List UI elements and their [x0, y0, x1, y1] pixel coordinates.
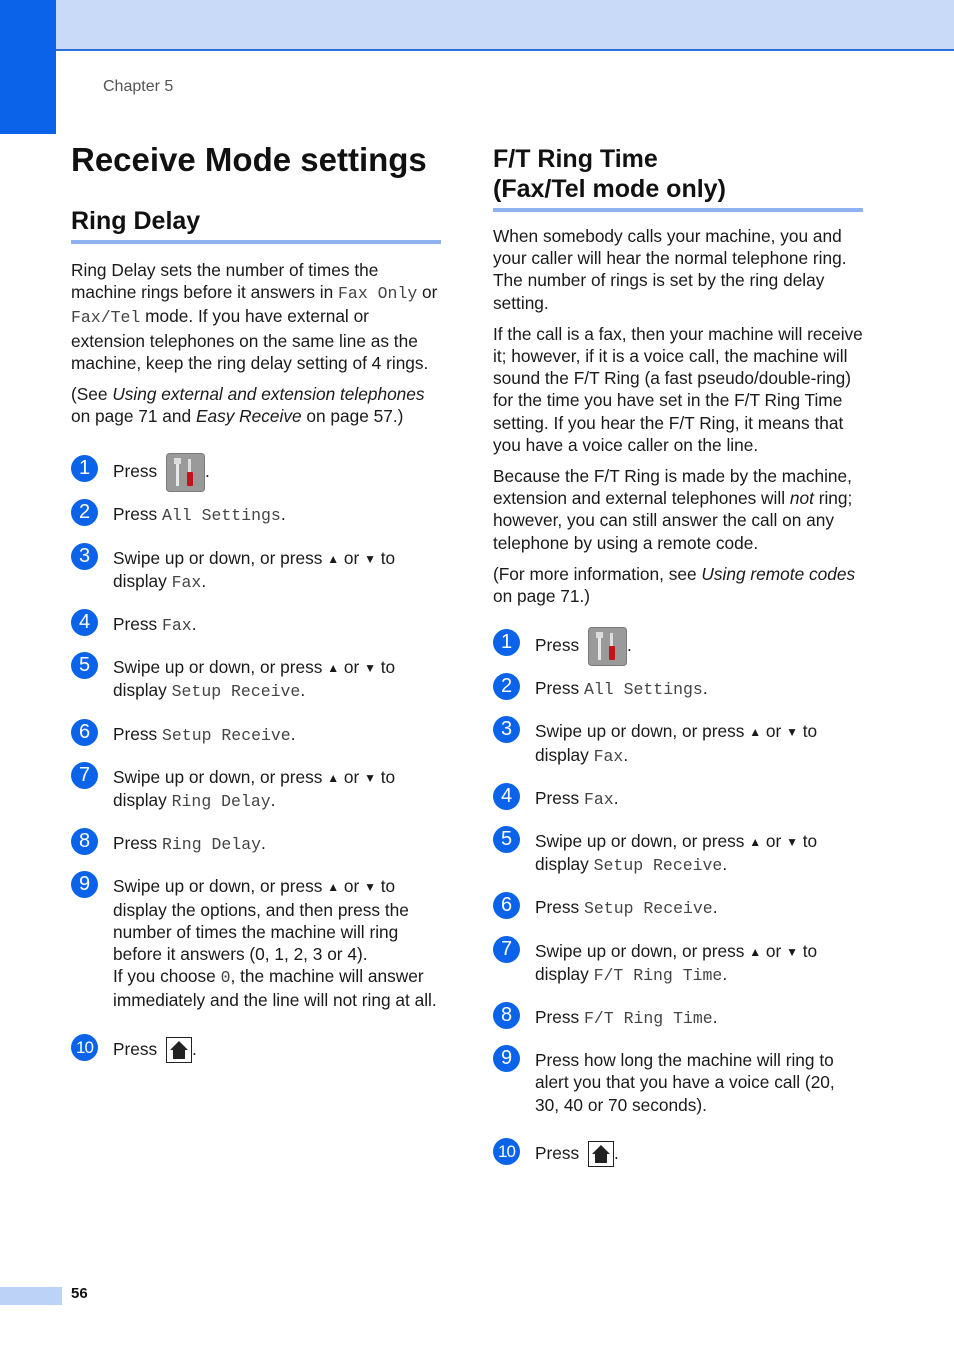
step-9: 9 Press how long the machine will ring to alert you that you have a voice call (20, 30, 40 or 70 seconds).: [493, 1049, 863, 1116]
step-6: 6 Press Setup Receive.: [71, 723, 441, 747]
section-heading-ring-delay: Ring Delay: [71, 206, 441, 244]
step-number: 8: [71, 828, 98, 855]
right-column: [493, 144, 863, 1168]
chapter-tab: [0, 0, 56, 134]
step-2: 2 Press All Settings.: [493, 677, 863, 701]
home-icon[interactable]: [588, 1141, 614, 1167]
step-1: 1 Press .: [71, 452, 441, 492]
down-arrow-icon: ▼: [364, 661, 376, 676]
step-number: 2: [71, 499, 98, 526]
step-number: 10: [71, 1034, 98, 1061]
home-icon[interactable]: [166, 1037, 192, 1063]
step-number: 3: [71, 543, 98, 570]
step-7: 7 Swipe up or down, or press ▲ or ▼ to display Ring Delay.: [71, 766, 441, 813]
step-number: 10: [493, 1138, 520, 1165]
step-number: 7: [71, 762, 98, 789]
down-arrow-icon: ▼: [786, 944, 798, 959]
up-arrow-icon: ▲: [327, 551, 340, 566]
step-number: 1: [71, 455, 98, 482]
ring-delay-reference: (See Using external and extension telephones on page 71 and Easy Receive on page 57.): [71, 384, 425, 427]
step-number: 8: [493, 1002, 520, 1029]
ft-para-4: (For more information, see Using remote codes on page 71.): [493, 563, 856, 607]
step-9: 9 Swipe up or down, or press ▲ or ▼ to display the options, and then press the number of times the machine will ring before it answers (0, 1, 2, 3 or 4). If you choose 0, the machine will answer immediately and the line will not ring at all.: [71, 875, 441, 1011]
down-arrow-icon: ▼: [364, 880, 376, 895]
chapter-label: Chapter 5: [103, 78, 174, 95]
step-number: 4: [493, 783, 520, 810]
step-number: 9: [493, 1045, 520, 1072]
ring-delay-steps: [71, 452, 441, 1063]
step-number: 5: [71, 652, 98, 679]
settings-tools-icon[interactable]: [166, 453, 205, 492]
step-3: 3 Swipe up or down, or press ▲ or ▼ to display Fax.: [493, 720, 863, 767]
step-3: 3 Swipe up or down, or press ▲ or ▼ to display Fax.: [71, 547, 441, 594]
step-number: 5: [493, 826, 520, 853]
step-number: 4: [71, 609, 98, 636]
step-number: 1: [493, 629, 520, 656]
step-5: 5 Swipe up or down, or press ▲ or ▼ to display Setup Receive.: [71, 656, 441, 703]
ft-para-3: Because the F/T Ring is made by the machine, extension and external telephones will not ring; however, you can still answer the call on any telephone by using a remote code.: [493, 466, 853, 553]
down-arrow-icon: ▼: [364, 551, 376, 566]
up-arrow-icon: ▲: [749, 725, 762, 740]
step-number: 9: [71, 871, 98, 898]
ft-ring-time-steps: [493, 626, 863, 1168]
up-arrow-icon: ▲: [327, 661, 340, 676]
up-arrow-icon: ▲: [749, 944, 762, 959]
step-4: 4 Press Fax.: [71, 613, 441, 637]
ring-delay-intro: Ring Delay sets the number of times the machine rings before it answers in Fax Only or Fax/Tel mode. If you have external or extension telephones on the same line as the machine, keep the ring delay setting of 4 rings.: [71, 260, 438, 373]
step-7: 7 Swipe up or down, or press ▲ or ▼ to display F/T Ring Time.: [493, 940, 863, 987]
step-10: 10 Press .: [493, 1138, 863, 1168]
section-heading-ft-ring-time: F/T Ring Time (Fax/Tel mode only): [493, 144, 863, 212]
step-number: 6: [71, 719, 98, 746]
down-arrow-icon: ▼: [786, 725, 798, 740]
step-10: 10 Press .: [71, 1034, 441, 1064]
page-number: 56: [71, 1285, 88, 1302]
up-arrow-icon: ▲: [327, 880, 340, 895]
down-arrow-icon: ▼: [786, 835, 798, 849]
step-2: 2 Press All Settings.: [71, 503, 441, 527]
step-8: 8 Press F/T Ring Time.: [493, 1006, 863, 1030]
step-5: 5 Swipe up or down, or press ▲ or ▼ to display Setup Receive.: [493, 830, 863, 877]
settings-tools-icon[interactable]: [588, 627, 627, 666]
ft-para-2: If the call is a fax, then your machine will receive it; however, if it is a voice call, the machine will sound the F/T Ring (a fast pseudo/double-ring) for the time you have set in the F/T Ring Time setting. If you hear the F/T Ring, it means that you have a voice caller on the line.: [493, 323, 863, 455]
page-title: Receive Mode settings: [71, 141, 427, 178]
step-1: 1 Press .: [493, 626, 863, 666]
step-number: 6: [493, 892, 520, 919]
left-column: [71, 140, 441, 1064]
step-number: 2: [493, 673, 520, 700]
page-number-bar: [0, 1287, 62, 1305]
step-number: 7: [493, 936, 520, 963]
up-arrow-icon: ▲: [749, 835, 762, 849]
ft-para-1: When somebody calls your machine, you and your caller will hear the normal telephone ring. The number of rings is set by the ring delay setting.: [493, 226, 847, 313]
up-arrow-icon: ▲: [327, 770, 340, 785]
step-4: 4 Press Fax.: [493, 787, 863, 811]
step-8: 8 Press Ring Delay.: [71, 832, 441, 856]
down-arrow-icon: ▼: [364, 770, 376, 785]
step-number: 3: [493, 716, 520, 743]
header-band: [0, 0, 954, 51]
step-6: 6 Press Setup Receive.: [493, 896, 863, 920]
